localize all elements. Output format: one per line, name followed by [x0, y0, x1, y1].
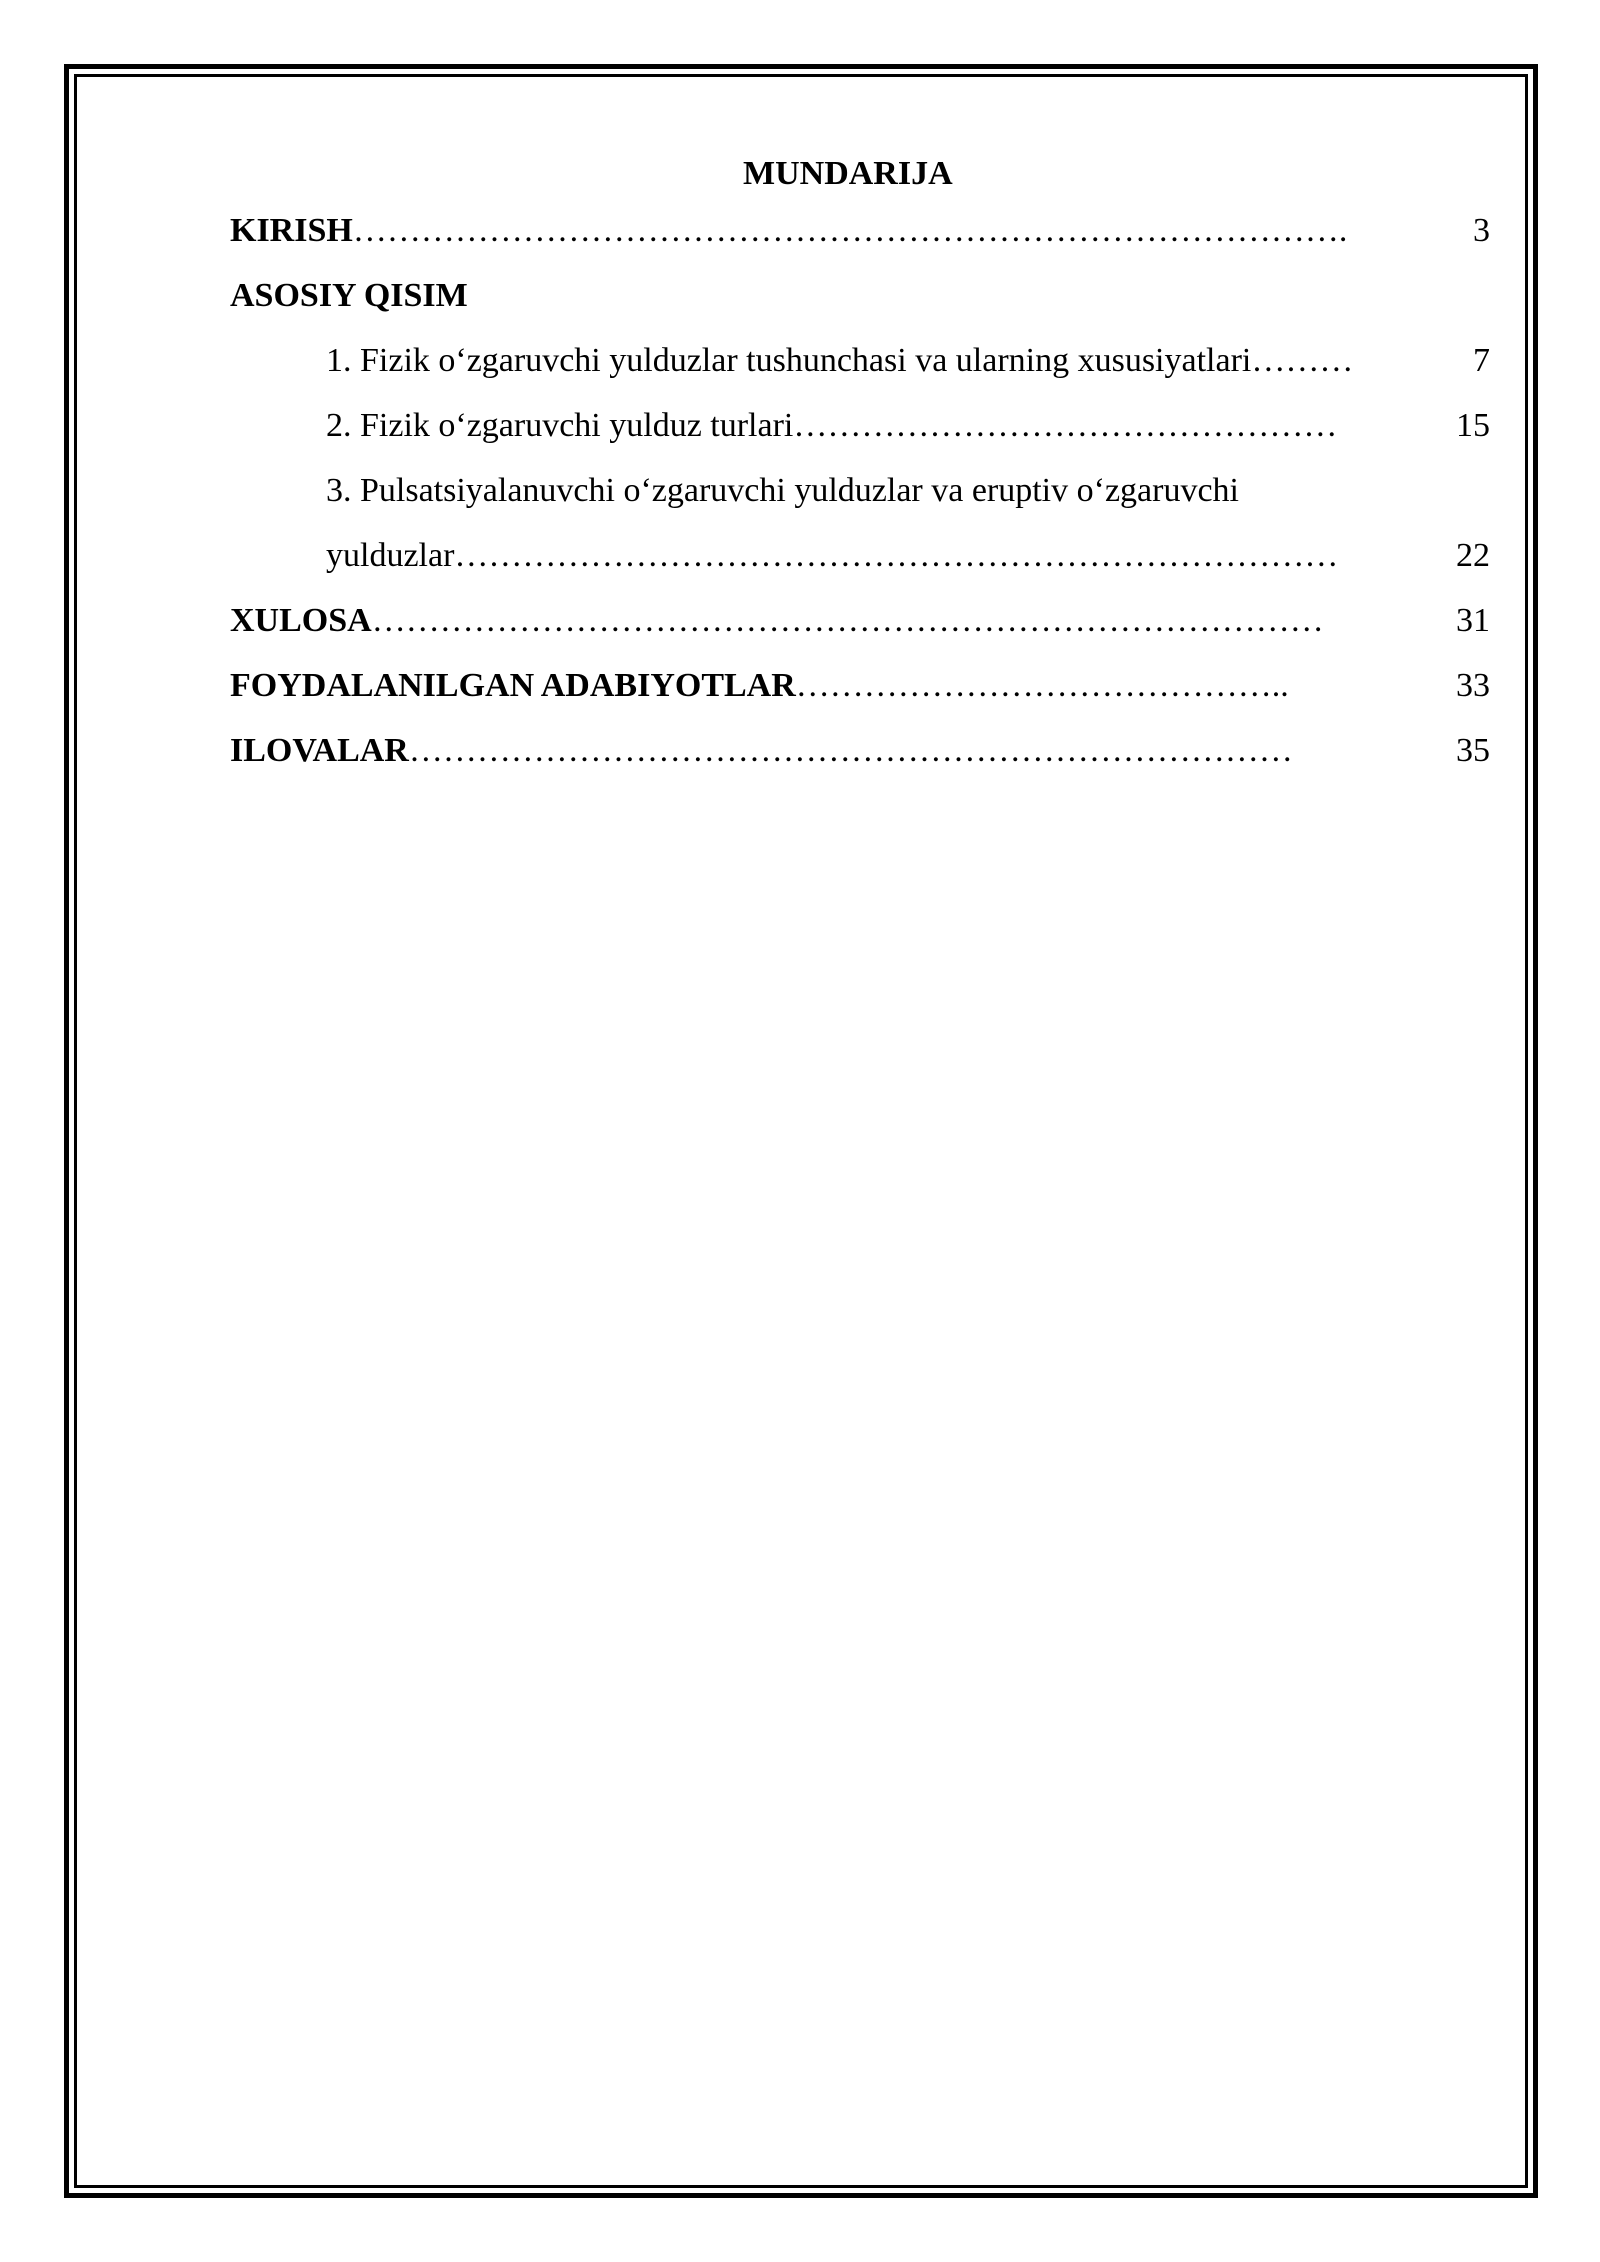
- toc-leader-dots: ………: [1251, 342, 1354, 379]
- toc-leader-dots: …………………………………………………………………………….: [352, 212, 1348, 249]
- toc-entry-ilovalar[interactable]: [230, 718, 1490, 783]
- toc-leader-dots: …………………………………………: [793, 407, 1338, 444]
- toc-leader-dots: ……………………………………………………………………: [454, 537, 1339, 574]
- toc-entry-foydalanilgan-adabiyotlar[interactable]: [230, 653, 1490, 718]
- toc-entry-label: 2. Fizik o‘zgaruvchi yulduz turlari: [326, 407, 794, 444]
- toc-entry-section-1[interactable]: [230, 328, 1490, 393]
- toc-leader-dots: …………………………………………………………………………: [371, 602, 1324, 639]
- toc-page-number: 7: [1473, 342, 1490, 379]
- toc-page-number: 15: [1456, 407, 1490, 444]
- toc-title-text: MUNDARIJA: [743, 155, 953, 192]
- toc-entry-label: ASOSIY QISIM: [230, 277, 468, 314]
- toc-entry-section-3-line-1[interactable]: [230, 458, 1490, 523]
- toc-entry-label: FOYDALANILGAN ADABIYOTLAR: [230, 667, 796, 704]
- toc-entry-label: ILOVALAR: [230, 732, 409, 769]
- toc-leader-dots: ……………………………………..: [795, 667, 1289, 704]
- toc-entry-label: KIRISH: [230, 212, 353, 249]
- toc-page-number: 22: [1456, 537, 1490, 574]
- toc-entry-section-2[interactable]: [230, 393, 1490, 458]
- toc-page-number: 35: [1456, 732, 1490, 769]
- toc-entry-label: XULOSA: [230, 602, 372, 639]
- table-of-contents: [230, 150, 1490, 783]
- toc-entry-label: 3. Pulsatsiyalanuvchi o‘zgaruvchi yulduzlar va eruptiv o‘zgaruvchi: [326, 472, 1239, 509]
- toc-leader-dots: ……………………………………………………………………: [408, 732, 1293, 769]
- toc-entry-label: yulduzlar: [326, 537, 455, 574]
- toc-page-number: 31: [1456, 602, 1490, 639]
- toc-entry-label: 1. Fizik o‘zgaruvchi yulduzlar tushunchasi va ularning xususiyatlari: [326, 342, 1252, 379]
- toc-entry-xulosa[interactable]: [230, 588, 1490, 653]
- toc-entry-kirish[interactable]: [230, 198, 1490, 263]
- toc-page-number: 33: [1456, 667, 1490, 704]
- toc-entry-asosiy-qisim[interactable]: [230, 263, 1490, 328]
- toc-page-number: 3: [1473, 212, 1490, 249]
- toc-entry-section-3-line-2[interactable]: [230, 523, 1490, 588]
- toc-title: [230, 150, 1490, 198]
